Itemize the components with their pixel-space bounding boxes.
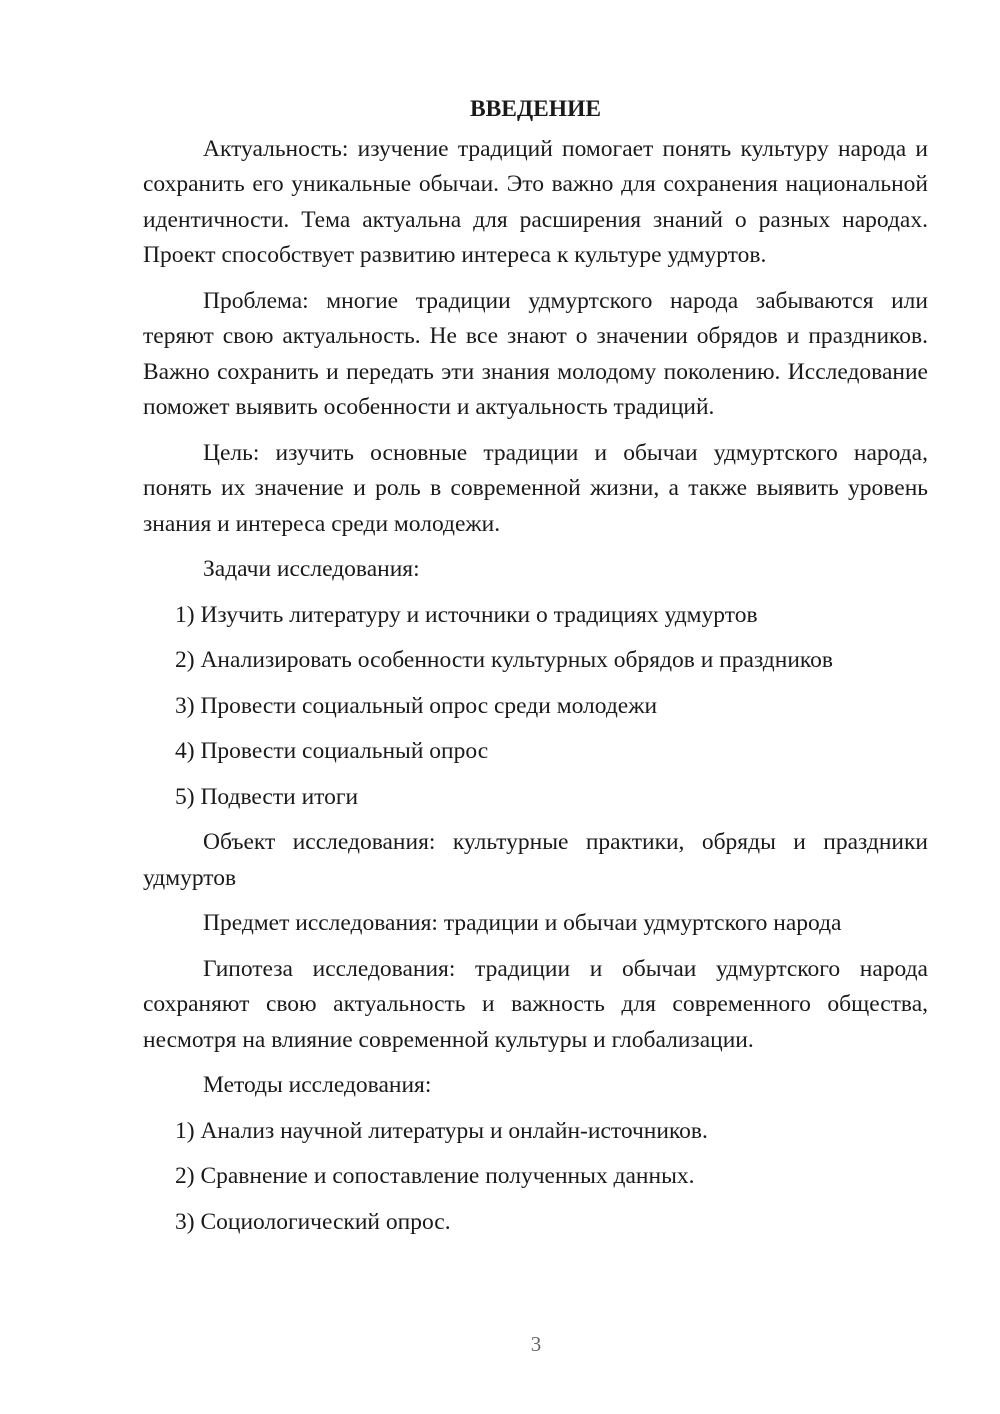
method-item: 3) Социологический опрос. (175, 1208, 451, 1235)
task-item: 1) Изучить литературу и источники о традициях удмуртов (175, 601, 758, 628)
task-item: 5) Подвести итоги (175, 783, 359, 810)
object-paragraph: Объект исследования: культурные практики, обряды и праздники удмуртов (143, 829, 928, 891)
page-number: 3 (530, 1332, 542, 1356)
goal-paragraph: Цель: изучить основные традиции и обычаи удмуртского народа, понять их значение и роль в современной жизни, а также выявить уровень знания и интереса среди молодежи. (143, 439, 928, 537)
page-content (143, 92, 928, 1250)
task-item: 3) Провести социальный опрос среди молодежи (175, 692, 658, 719)
methods-heading: Методы исследования: (203, 1072, 432, 1098)
method-item: 1) Анализ научной литературы и онлайн-источников. (175, 1117, 708, 1144)
hypothesis-paragraph: Гипотеза исследования: традиции и обычаи удмуртского народа сохраняют свою актуальность и важность для современного общества, несмотря на влияние современной культуры и глобализации. (143, 955, 928, 1053)
subject-paragraph: Предмет исследования: традиции и обычаи удмуртского народа (203, 910, 842, 936)
task-item: 2) Анализировать особенности культурных обрядов и праздников (175, 647, 833, 673)
method-item: 2) Сравнение и сопоставление полученных данных. (175, 1163, 695, 1189)
page-title: ВВЕДЕНИЕ (469, 96, 602, 122)
task-item: 4) Провести социальный опрос (175, 738, 489, 764)
tasks-heading: Задачи исследования: (203, 556, 420, 582)
relevance-paragraph: Актуальность: изучение традиций помогает понять культуру народа и сохранить его уникальные обычаи. Это важно для сохранения национальной идентичности. Тема актуальна для расширения знаний о разных народах. Проект способствует развитию интереса к культуре удмуртов. (143, 135, 928, 268)
problem-paragraph: Проблема: многие традиции удмуртского народа забываются или теряют свою актуальность. Не все знают о значении обрядов и праздников. Важно сохранить и передать эти знания молодому поколению. Исследование поможет выявить особенности и актуальность традиций. (143, 287, 928, 420)
